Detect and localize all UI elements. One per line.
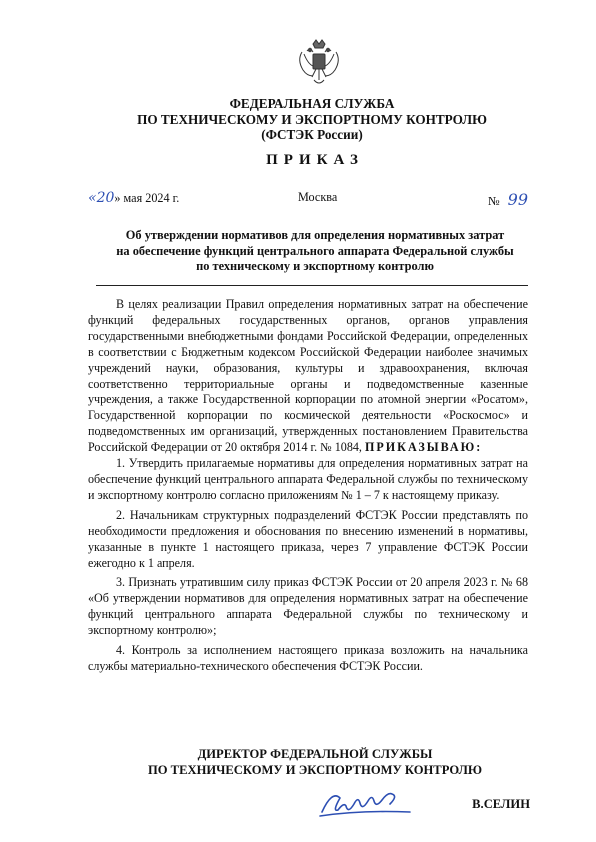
agency-line-3: (ФСТЭК России): [261, 127, 363, 142]
date-month-year: мая 2024 г.: [120, 191, 180, 205]
preamble-text: В целях реализации Правил определения нормативных затрат на обеспечение функций федеральных государственных органов, органов управления государственными внебюджетными фондами Российской Федерации, определенных в соответствии с Бюджетным кодексом Российской Федерации наиболее значимых учреждений науки, образования, культуры и здравоохранения, включая соответственно территориальные органы и подведомственные казенные учреждения, а также Государственной корпорации по атомной энергии «Росатом», Государственной корпорации по космической деятельности «Роскосмос» и подведомственных им организаций, утвержденных постановлением Правительства Российской Федерации от 20 октября 2014 г. № 1084,: [88, 297, 528, 455]
order-word: ПРИКАЗЫВАЮ:: [364, 440, 483, 455]
subject-line-3: по техническому и экспортному контролю: [196, 259, 434, 273]
date-day-handwritten: 20: [96, 190, 115, 206]
director-line-2: ПО ТЕХНИЧЕСКОМУ И ЭКСПОРТНОМУ КОНТРОЛЮ: [147, 763, 483, 777]
document-number: [488, 190, 528, 209]
order-item-1: 1. Утвердить прилагаемые нормативы для определения нормативных затрат на обеспечение функций центрального аппарата Федеральной службы по техническому и экспортному контролю согласно приложениям № 1 – 7 к настоящему приказу.: [88, 456, 528, 502]
agency-line-2: ПО ТЕХНИЧЕСКОМУ И ЭКСПОРТНОМУ КОНТРОЛЮ: [137, 111, 487, 127]
signature-icon: [318, 782, 418, 822]
agency-line-1: ФЕДЕРАЛЬНАЯ СЛУЖБА: [229, 96, 395, 111]
date-quote-open: «: [88, 190, 97, 206]
document-meta: [88, 190, 528, 210]
preamble-paragraph: [88, 297, 528, 456]
director-title: [0, 746, 596, 778]
document-city: Москва: [298, 190, 338, 204]
number-handwritten: 99: [507, 190, 528, 209]
signer-name: В.СЕЛИН: [472, 797, 530, 811]
agency-name: [0, 96, 596, 143]
document-body: [88, 297, 528, 675]
order-item-4: 4. Контроль за исполнением настоящего приказа возложить на начальника службы материально-технического обеспечения ФСТЭК России.: [88, 643, 528, 673]
order-item-3: 3. Признать утратившим силу приказ ФСТЭК России от 20 апреля 2023 г. № 68 «Об утверждении нормативов для определения нормативных затрат на обеспечение функций центрального аппарата Федеральной службы по техническому и экспортному контролю»;: [88, 575, 528, 638]
subject-divider: [96, 285, 528, 286]
date-quote-close: »: [114, 191, 121, 205]
document-type: ПРИКАЗ: [266, 152, 364, 168]
director-line-1: ДИРЕКТОР ФЕДЕРАЛЬНОЙ СЛУЖБЫ: [197, 747, 433, 761]
coat-of-arms-icon: [296, 38, 342, 88]
document-date: [88, 190, 179, 206]
subject-line-1: Об утверждении нормативов для определения нормативных затрат: [125, 228, 505, 242]
order-item-2: 2. Начальникам структурных подразделений ФСТЭК России представлять по необходимости предложения и обоснования по внесению изменений в нормативы, указанные в пункте 1 настоящего приказа, через 7 управление ФСТЭК России ежегодно к 1 апреля.: [88, 507, 528, 570]
subject-line-2: на обеспечение функций центрального аппарата Федеральной службы: [116, 243, 514, 258]
document-subject: [0, 228, 596, 275]
number-label: №: [488, 194, 500, 208]
